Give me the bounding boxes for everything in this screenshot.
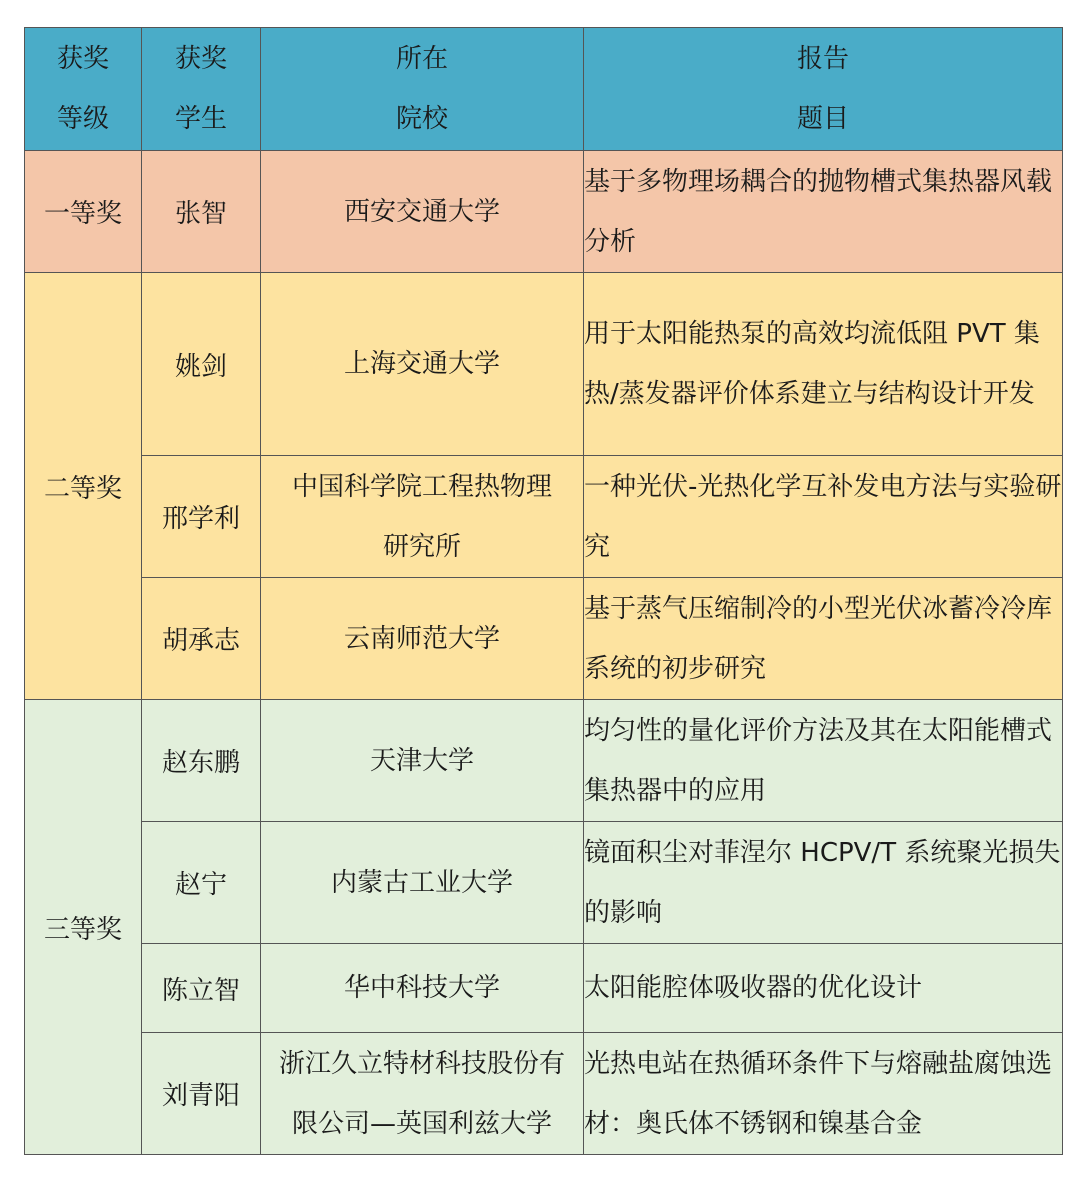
award-level-second: 二等奖 [25, 273, 142, 700]
school-name: 云南师范大学 [261, 578, 584, 700]
header-level: 获奖 等级 [25, 28, 142, 151]
header-school: 所在 院校 [261, 28, 584, 151]
table-row [25, 822, 1063, 944]
student-name: 姚剑 [142, 273, 261, 456]
student-name: 胡承志 [142, 578, 261, 700]
table-row [25, 456, 1063, 578]
table-row [25, 578, 1063, 700]
school-name: 内蒙古工业大学 [261, 822, 584, 944]
award-level-third: 三等奖 [25, 700, 142, 1155]
school-name: 西安交通大学 [261, 151, 584, 273]
header-topic: 报告 题目 [584, 28, 1063, 151]
table-row [25, 1033, 1063, 1155]
student-name: 赵宁 [142, 822, 261, 944]
report-topic: 太阳能腔体吸收器的优化设计 [584, 944, 1063, 1033]
award-level-first: 一等奖 [25, 151, 142, 273]
student-name: 张智 [142, 151, 261, 273]
report-topic: 用于太阳能热泵的高效均流低阻 PVT 集热/蒸发器评价体系建立与结构设计开发 [584, 273, 1063, 456]
table-row [25, 273, 1063, 456]
student-name: 赵东鹏 [142, 700, 261, 822]
table-row [25, 700, 1063, 822]
school-name: 中国科学院工程热物理研究所 [261, 456, 584, 578]
student-name: 陈立智 [142, 944, 261, 1033]
school-name: 上海交通大学 [261, 273, 584, 456]
table-row [25, 151, 1063, 273]
school-name: 天津大学 [261, 700, 584, 822]
school-name: 浙江久立特材科技股份有限公司—英国利兹大学 [261, 1033, 584, 1155]
student-name: 刘青阳 [142, 1033, 261, 1155]
report-topic: 均匀性的量化评价方法及其在太阳能槽式集热器中的应用 [584, 700, 1063, 822]
student-name: 邢学利 [142, 456, 261, 578]
report-topic: 镜面积尘对菲涅尔 HCPV/T 系统聚光损失的影响 [584, 822, 1063, 944]
report-topic: 基于多物理场耦合的抛物槽式集热器风载分析 [584, 151, 1063, 273]
header-student: 获奖 学生 [142, 28, 261, 151]
report-topic: 基于蒸气压缩制冷的小型光伏冰蓄冷冷库系统的初步研究 [584, 578, 1063, 700]
header-row [25, 28, 1063, 151]
report-topic: 一种光伏-光热化学互补发电方法与实验研究 [584, 456, 1063, 578]
report-topic: 光热电站在热循环条件下与熔融盐腐蚀选材：奥氏体不锈钢和镍基合金 [584, 1033, 1063, 1155]
school-name: 华中科技大学 [261, 944, 584, 1033]
table-row [25, 944, 1063, 1033]
awards-table [24, 27, 1063, 1155]
